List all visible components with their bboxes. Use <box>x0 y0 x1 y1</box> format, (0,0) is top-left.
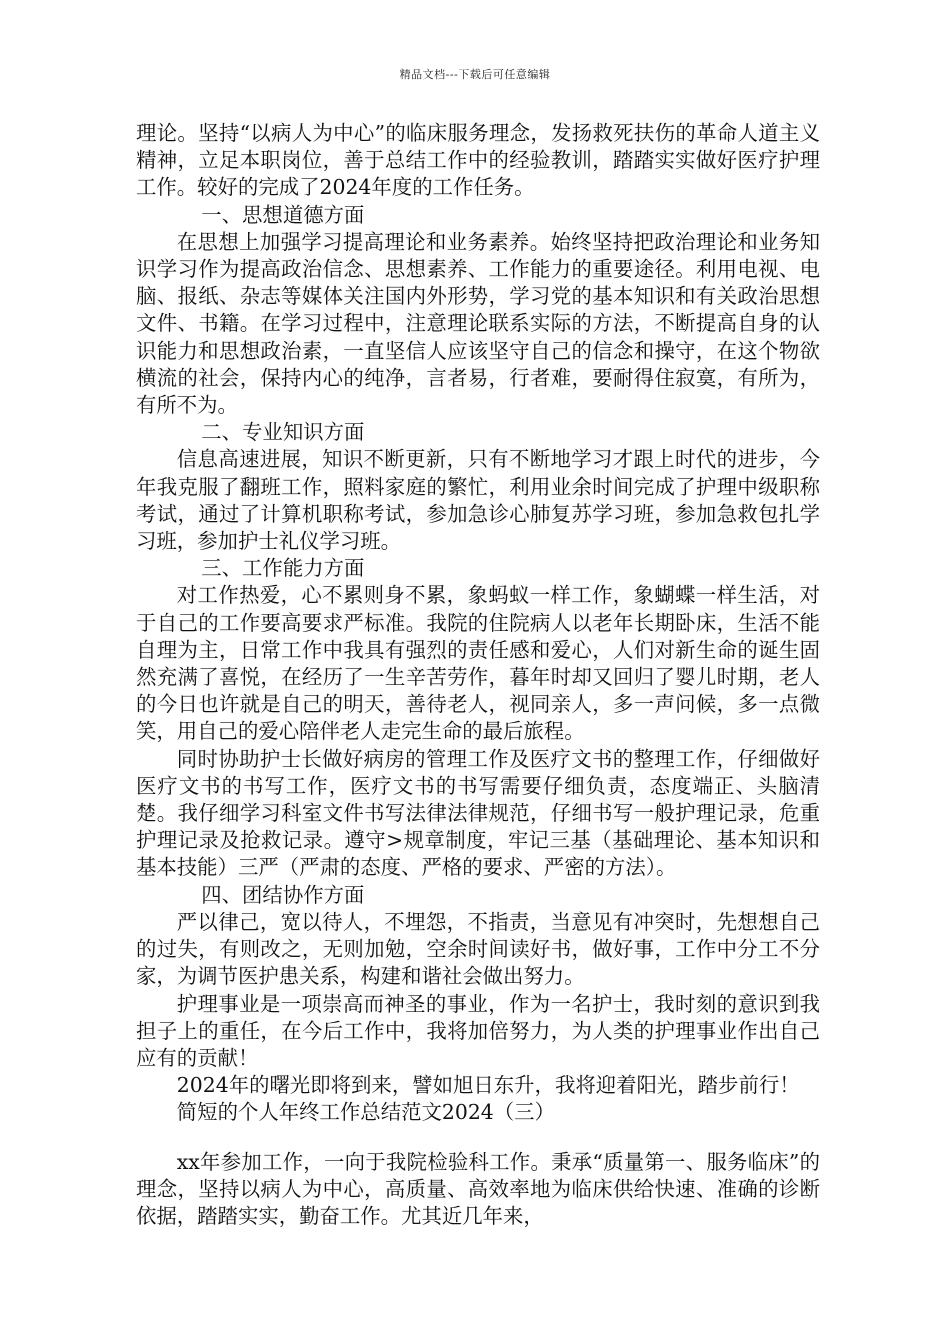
paragraph: 护理事业是一项崇高而神圣的事业，作为一名护士，我时刻的意识到我担子上的重任，在今后工作中，我将加倍努力，为人类的护理事业作出自己应有的贡献！ <box>136 991 820 1070</box>
paragraph: xx年参加工作，一向于我院检验科工作。秉承“质量第一、服务临床”的理念，坚持以病人为中心，高质量、高效率地为临床供给快速、准确的诊断依据，踏踏实实，勤奋工作。尤其近几年来， <box>136 1149 820 1228</box>
section-heading: 三、工作能力方面 <box>201 556 365 581</box>
section-heading: 一、思想道德方面 <box>201 202 365 227</box>
blank-line <box>136 1127 820 1149</box>
section-heading: 二、专业知识方面 <box>201 420 365 445</box>
paragraph: 在思想上加强学习提高理论和业务素养。始终坚持把政治理论和业务知识学习作为提高政治信念、思想素养、工作能力的重要途径。利用电视、电脑、报纸、杂志等媒体关注国内外形势，学习党的基本知识和有关政治思想文件、书籍。在学习过程中，注意理论联系实际的方法，不断提高自身的认识能力和思想政治素，一直坚信人应该坚守自己的信念和操守，在这个物欲横流的社会，保持内心的纯净，言者易，行者难，要耐得住寂寞，有所为，有所不为。 <box>136 229 820 418</box>
paragraph: 2024年的曙光即将到来，譬如旭日东升，我将迎着阳光，踏步前行！ <box>176 1073 800 1098</box>
document-body <box>136 120 820 1230</box>
paragraph: 同时协助护士长做好病房的管理工作及医疗文书的整理工作，仔细做好医疗文书的书写工作，医疗文书的书写需要仔细负责，态度端正、头脑清楚。我仔细学习科室文件书写法律法律规范，仔细书写一般护理记录，危重护理记录及抢救记录。遵守>规章制度，牢记三基（基础理论、基本知识和基本技能）三严（严肃的态度、严格的要求、严密的方法）。 <box>136 746 820 880</box>
paragraph: 信息高速进展，知识不断更新，只有不断地学习才跟上时代的进步，今年我克服了翻班工作，照料家庭的繁忙，利用业余时间完成了护理中级职称考试，通过了计算机职称考试，参加急诊心肺复苏学习班，参加急救包扎学习班，参加护士礼仪学习班。 <box>136 447 820 554</box>
page-header: 精品文档---下载后可任意编辑 <box>399 68 551 81</box>
paragraph: 理论。坚持“以病人为中心”的临床服务理念，发扬救死扶伤的革命人道主义精神，立足本职岗位，善于总结工作中的经验教训，踏踏实实做好医疗护理工作。较好的完成了2024年度的工作任务。 <box>136 121 820 200</box>
paragraph: 对工作热爱，心不累则身不累，象蚂蚁一样工作，象蝴蝶一样生活，对于自己的工作要高要求严标准。我院的住院病人以老年长期卧床，生活不能自理为主，日常工作中我具有强烈的责任感和爱心，人们对新生命的诞生固然充满了喜悦，在经历了一生辛苦劳作，暮年时却又回归了婴儿时期，老人的今日也许就是自己的明天，善待老人，视同亲人，多一声问候，多一点微笑，用自己的爱心陪伴老人走完生命的最后旅程。 <box>136 583 820 744</box>
paragraph: 严以律己，宽以待人，不埋怨，不指责，当意见有冲突时，先想想自己的过失，有则改之，无则加勉，空余时间读好书，做好事，工作中分工不分家，为调节医护患关系，构建和谐社会做出努力。 <box>136 909 820 989</box>
section-heading: 四、团结协作方面 <box>201 882 365 907</box>
document-subtitle: 简短的个人年终工作总结范文2024（三） <box>176 1100 555 1125</box>
